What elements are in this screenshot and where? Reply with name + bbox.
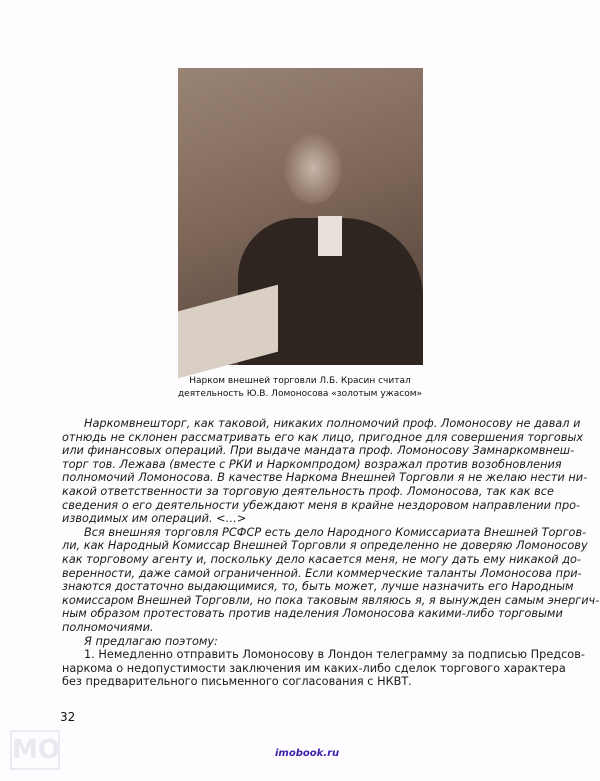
caption-line: Нарком внешней торговли Л.Б. Красин считал xyxy=(189,376,411,386)
text-line: без предварительного письменного согласования с НКВТ. xyxy=(62,675,412,689)
text-line: Я предлагаю поэтому: xyxy=(84,634,218,648)
text-line: ли, как Народный Комиссар Внешней Торговли я определенно не доверяю Ломоносову xyxy=(62,539,588,553)
text-line: полномочий Ломоносова. В качестве Наркома Внешней Торговли я не желаю нести ни- xyxy=(62,471,588,485)
page-number: 32 xyxy=(60,710,76,724)
portrait-photo xyxy=(178,68,423,365)
text-line: какой ответственности за торговую деятельность проф. Ломоносова, так как все xyxy=(62,484,554,498)
text-line: или финансовых операций. При выдаче мандата проф. Ломоносову Замнаркомвнеш- xyxy=(62,444,575,458)
text-line: полномочиями. xyxy=(62,620,154,634)
site-link[interactable]: imobook.ru xyxy=(275,748,340,759)
text-line: отнюдь не склонен рассматривать его как лицо, пригодное для совершения торговых xyxy=(62,430,584,444)
text-line: Наркомвнешторг, как таковой, никаких полномочий проф. Ломоносову не давал и xyxy=(84,417,581,430)
photo-caption xyxy=(150,375,450,401)
text-line: ным образом протестовать против наделения Ломоносова какими-либо торговыми xyxy=(62,607,563,621)
text-line: сведения о его деятельности убеждают меня в крайне нездоровом направлении про- xyxy=(62,498,581,512)
text-line: как торговому агенту и, поскольку дело касается меня, не могу дать ему никакой до- xyxy=(62,552,581,566)
text-line: торг тов. Лежава (вместе с РКИ и Наркомпродом) возражал против возобновления xyxy=(62,457,562,471)
text-line: знаются достаточно выдающимися, то, быть может, лучше назначить его Народным xyxy=(62,580,574,594)
text-line: изводимых им операций. <…> xyxy=(62,512,247,526)
text-line: 1. Немедленно отправить Ломоносову в Лондон телеграмму за подписью Предсов- xyxy=(84,648,585,662)
publisher-logo: МО xyxy=(10,730,60,770)
caption-line: деятельность Ю.В. Ломоносова «золотым ужасом» xyxy=(177,389,423,399)
text-line: комиссаром Внешней Торговли, но пока таковым являюсь я, я вынужден самым энергич- xyxy=(62,593,600,607)
text-line: Вся внешняя торговля РСФСР есть дело Народного Комиссариата Внешней Торгов- xyxy=(84,525,587,539)
text-line: наркома о недопустимости заключения им каких-либо сделок торгового характера xyxy=(62,661,566,675)
text-line: веренности, даже самой ограниченной. Если коммерческие таланты Ломоносова при- xyxy=(62,566,582,580)
body-text xyxy=(62,417,600,689)
